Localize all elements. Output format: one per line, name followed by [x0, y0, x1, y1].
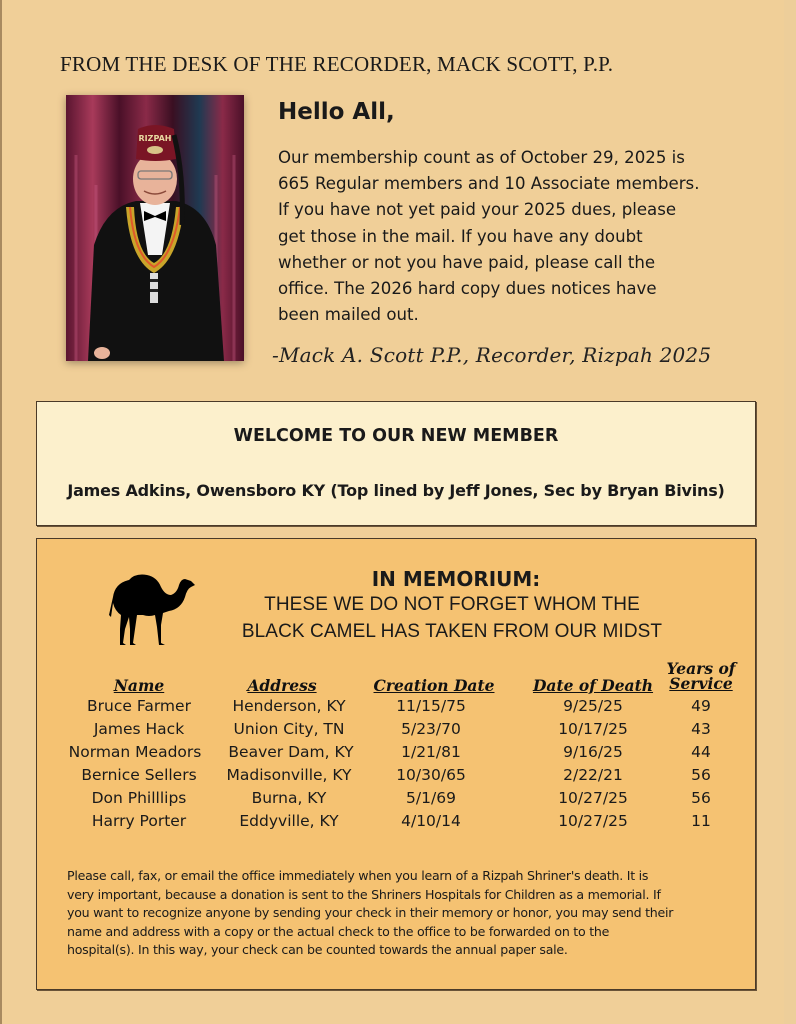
signature: -Mack A. Scott P.P., Recorder, Rizpah 2025	[272, 343, 712, 367]
table-row	[37, 766, 755, 789]
letter-line: If you have not yet paid your 2025 dues, please	[278, 200, 677, 220]
cell-years: 43	[691, 720, 711, 738]
cell-address: Eddyville, KY	[239, 812, 339, 830]
greeting: Hello All,	[278, 99, 395, 125]
column-header-address: Address	[247, 676, 317, 695]
cell-years: 44	[691, 743, 711, 761]
notice-line: name and address with a copy or the actual check to the office to be forwarded on to the	[67, 923, 610, 939]
cell-creation-date: 11/15/75	[396, 697, 466, 715]
letter-line: Our membership count as of October 29, 2025 is	[278, 148, 685, 167]
table-row	[37, 720, 755, 743]
cell-address: Burna, KY	[251, 789, 327, 807]
cell-creation-date: 4/10/14	[401, 812, 461, 830]
fez-text: RIZPAH	[138, 134, 172, 143]
cell-address: Henderson, KY	[232, 697, 346, 715]
memorial-subtitle-line1: THESE WE DO NOT FORGET WHOM THE	[264, 594, 640, 615]
cell-creation-date: 1/21/81	[401, 743, 461, 761]
cell-name: Harry Porter	[91, 812, 187, 830]
cell-date-of-death: 10/17/25	[558, 720, 628, 738]
notice-line: very important, because a donation is sent to the Shriners Hospitals for Children as a memorial. If	[67, 886, 661, 902]
cell-creation-date: 5/1/69	[406, 789, 456, 807]
welcome-box	[36, 401, 756, 526]
cell-years: 11	[691, 812, 711, 830]
cell-creation-date: 10/30/65	[396, 766, 466, 784]
welcome-title: WELCOME TO OUR NEW MEMBER	[233, 426, 559, 446]
letter-line: get those in the mail. If you have any doubt	[278, 226, 643, 246]
cell-creation-date: 5/23/70	[401, 720, 461, 738]
page-title: FROM THE DESK OF THE RECORDER, MACK SCOTT, P.P.	[60, 52, 614, 76]
table-row	[37, 789, 755, 812]
column-header-date-of-death: Date of Death	[532, 676, 654, 695]
memorial-title: IN MEMORIUM:	[371, 567, 541, 591]
letter-line: 665 Regular members and 10 Associate members.	[278, 174, 700, 194]
column-header-years-of-service	[659, 661, 743, 691]
memorial-notice	[67, 867, 737, 960]
memorial-box	[36, 538, 756, 990]
cell-date-of-death: 9/16/25	[563, 743, 623, 761]
new-member: James Adkins, Owensboro KY (Top lined by Jeff Jones, Sec by Bryan Bivins)	[67, 481, 725, 500]
notice-line: hospital(s). In this way, your check can be counted towards the annual paper sale.	[67, 942, 568, 958]
cell-name: Don Philllips	[91, 789, 187, 807]
page-margin-strip	[784, 0, 796, 1024]
cell-name: Norman Meadors	[68, 743, 202, 761]
cell-name: James Hack	[93, 720, 185, 738]
cell-name: Bruce Farmer	[87, 697, 191, 715]
cell-date-of-death: 10/27/25	[558, 789, 628, 807]
years-header-line2: Service	[669, 674, 733, 693]
recorder-photo	[66, 95, 244, 361]
letter-body	[278, 145, 748, 328]
cell-years: 56	[691, 789, 711, 807]
cell-years: 49	[691, 697, 711, 715]
cell-date-of-death: 10/27/25	[558, 812, 628, 830]
table-row	[37, 812, 755, 835]
cell-date-of-death: 2/22/21	[563, 766, 623, 784]
letter-line: whether or not you have paid, please call the	[278, 252, 656, 272]
page-edge	[0, 0, 2, 1024]
table-row	[37, 697, 755, 720]
notice-line: you want to recognize anyone by sending your check in their memory or honor, you may send their	[67, 905, 674, 921]
cell-years: 56	[691, 766, 711, 784]
cell-address: Beaver Dam, KY	[228, 743, 354, 761]
notice-line: Please call, fax, or email the office immediately when you learn of a Rizpah Shriner's death. It is	[67, 868, 649, 883]
cell-name: Bernice Sellers	[81, 766, 197, 784]
column-header-creation-date: Creation Date	[373, 676, 495, 695]
memorial-subtitle-line2: BLACK CAMEL HAS TAKEN FROM OUR MIDST	[241, 621, 663, 642]
letter-line: office. The 2026 hard copy dues notices have	[278, 279, 657, 299]
letter-line: been mailed out.	[278, 305, 419, 325]
cell-address: Madisonville, KY	[226, 766, 352, 784]
cell-address: Union City, TN	[233, 720, 345, 738]
table-row	[37, 743, 755, 766]
column-header-name: Name	[113, 676, 165, 695]
years-header-line1: Years of	[666, 659, 736, 678]
cell-date-of-death: 9/25/25	[563, 697, 623, 715]
